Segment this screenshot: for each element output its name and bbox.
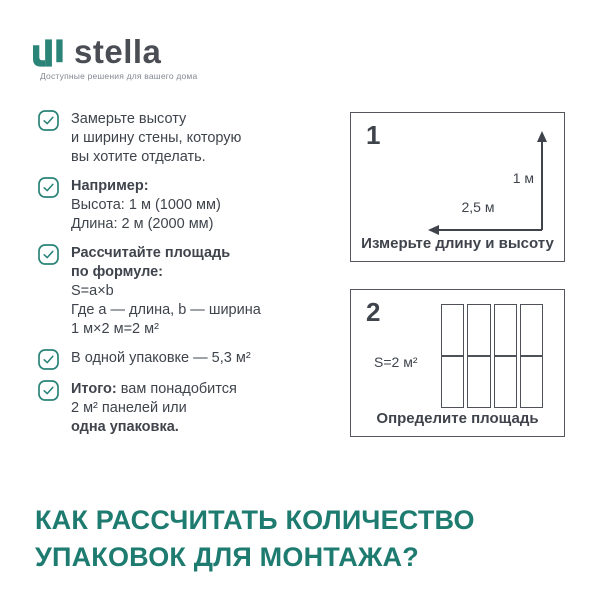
page-title (35, 502, 475, 576)
text-line: Замерьте высоту (71, 111, 187, 127)
step-box-2 (350, 289, 565, 437)
text-line-bold: Рассчитайте площадь (71, 245, 231, 261)
checkbox-check-icon (38, 349, 59, 370)
step2-caption: Определите площадь (376, 410, 539, 427)
text-line: В одной упаковке — 5,3 м² (71, 350, 251, 366)
panel-cell (467, 304, 490, 356)
list-item (38, 349, 338, 370)
text-line-bold: Например: (71, 178, 149, 194)
panel-cell (494, 356, 517, 408)
text-line (71, 380, 237, 399)
checkbox-check-icon (38, 177, 59, 198)
text-line: Длина: 2 м (2000 мм) (71, 216, 214, 232)
list-item (38, 177, 338, 234)
text-line: S=a×b (71, 283, 114, 299)
panel-cell (520, 304, 543, 356)
area-value-label: S=2 м² (374, 354, 418, 370)
panel-cell (467, 356, 490, 408)
text-line: 1 м×2 м=2 м² (71, 321, 159, 337)
checkbox-check-icon (38, 380, 59, 401)
instruction-checklist (38, 110, 338, 447)
list-item (38, 110, 338, 167)
title-line-2: УПАКОВОК ДЛЯ МОНТАЖА? (35, 542, 419, 572)
text-line-bold: по формуле: (71, 264, 163, 280)
text-rest: вам понадобится (116, 381, 237, 397)
text-line: и ширину стены, которую (71, 130, 242, 146)
text-line: 2 м² панелей или (71, 400, 187, 416)
list-item (38, 380, 338, 437)
step-number: 1 (366, 120, 381, 150)
list-item (38, 244, 338, 339)
brand-tagline: Доступные решения для вашего дома (40, 71, 198, 81)
checkbox-check-icon (38, 244, 59, 265)
checkbox-check-icon (38, 110, 59, 131)
text-line: вы хотите отделать. (71, 149, 206, 165)
item-text (71, 349, 251, 370)
item-text (71, 244, 261, 339)
panel-cell (441, 356, 464, 408)
length-value-label: 2,5 м (461, 199, 495, 215)
text-line-bold: одна упаковка. (71, 419, 179, 435)
text-bold: Итого: (71, 381, 117, 397)
step-number: 2 (366, 297, 381, 327)
panel-cell (441, 304, 464, 356)
item-text (71, 177, 221, 234)
step1-caption: Измерьте длину и высоту (361, 235, 554, 252)
stella-logo-icon (33, 39, 66, 67)
panel-cell (494, 304, 517, 356)
title-line-1: КАК РАССЧИТАТЬ КОЛИЧЕСТВО (35, 505, 475, 535)
logo (33, 33, 198, 81)
panel-cell (520, 356, 543, 408)
step-box-1 (350, 112, 565, 262)
item-text (71, 380, 237, 437)
text-line: Высота: 1 м (1000 мм) (71, 197, 221, 213)
wall-panels-diagram (441, 304, 543, 408)
height-value-label: 1 м (512, 170, 534, 186)
item-text (71, 110, 241, 167)
text-line: Где a — длина, b — ширина (71, 302, 261, 318)
brand-name: stella (74, 33, 162, 70)
